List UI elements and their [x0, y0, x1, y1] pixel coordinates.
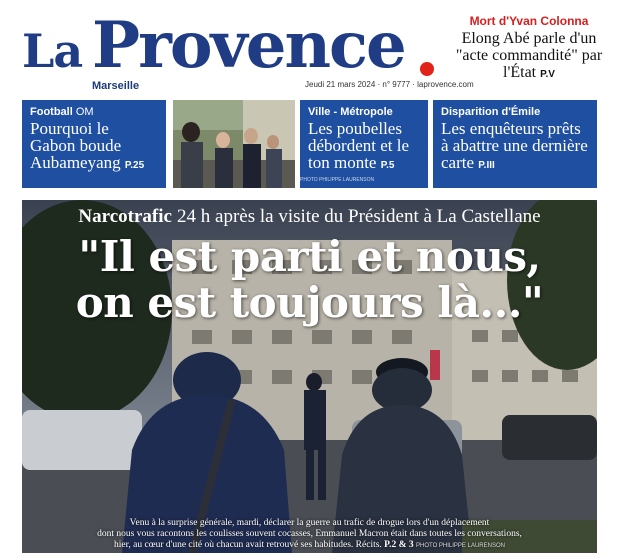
headline-line-2: on est toujours là..." [75, 278, 544, 327]
top-teaser[interactable] [445, 14, 613, 83]
main-body [52, 518, 567, 552]
logo-dot-icon [420, 62, 434, 76]
box-kicker: Football OM [30, 106, 94, 118]
main-kicker [22, 206, 597, 228]
headline-line-1: "Il est parti et nous, [78, 232, 541, 281]
logo-provence: Provence [92, 8, 405, 83]
box-title: Pourquoi le Gabon boude Aubameyang P.25 [30, 119, 145, 172]
main-headline[interactable] [22, 234, 597, 326]
teaser-photo[interactable] [173, 100, 295, 188]
masthead-logo[interactable] [22, 10, 442, 82]
teaser-box-ville[interactable] [300, 100, 428, 188]
logo-la: La [22, 24, 83, 78]
box-title: Les poubelles débordent et le ton monte P.5 [308, 119, 410, 172]
body-line-3: hier, au cœur d'une cité où chacun avait retrouvé ses habitudes. Récits. P.2 & 3 PHOTO PHILIPPE LAURENSON [114, 540, 505, 550]
body-pages: P.2 & 3 [384, 540, 414, 550]
teaser-photo-image [173, 100, 295, 188]
teaser-box-football[interactable] [22, 100, 166, 188]
body-line-1: Venu à la surprise générale, mardi, déclarer la guerre au trafic de drogue lors d'un déplacement [129, 518, 490, 528]
main-story[interactable] [22, 200, 597, 553]
photo-credit: PHOTO PHILIPPE LAURENSON [300, 177, 375, 183]
main-photo-credit: PHOTO PHILIPPE LAURENSON [416, 543, 505, 549]
box-kicker: Ville - Métropole [308, 106, 393, 118]
main-kicker-label: Narcotrafic [78, 206, 172, 227]
box-kicker: Disparition d'Émile [441, 106, 541, 118]
dateline: Jeudi 21 mars 2024 · n° 9777 · laprovence.com [305, 80, 474, 89]
box-title: Les enquêteurs prêts à abattre une dernière carte P.III [441, 119, 588, 172]
top-teaser-page: P.V [540, 69, 555, 80]
teaser-box-emile[interactable] [433, 100, 597, 188]
edition-label: Marseille [92, 80, 140, 92]
body-line-2: dont nous vous racontons les coulisses souvent cocasses, Emmanuel Macron était dans toutes les conversations, [97, 529, 522, 539]
top-teaser-text: Elong Abé parle d'un "acte commandité" par l'État P.V [455, 30, 603, 81]
main-kicker-text: 24 h après la visite du Président à La Castellane [177, 206, 541, 227]
top-teaser-kicker: Mort d'Yvan Colonna [469, 14, 589, 28]
